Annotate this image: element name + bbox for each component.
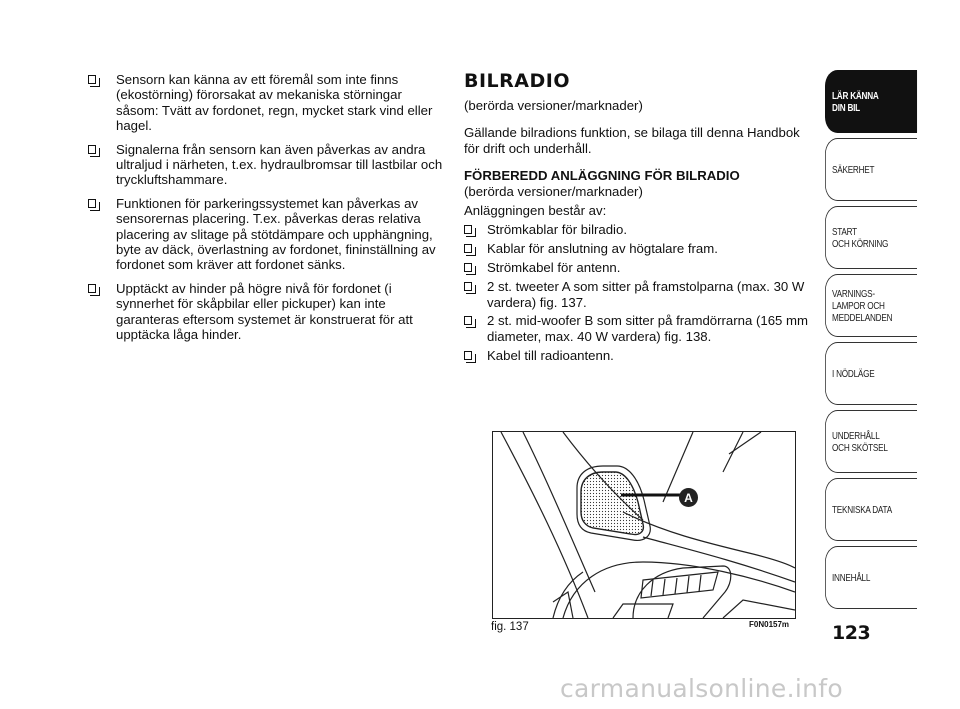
tab-varningslampor[interactable]: VARNINGS- LAMPOR OCH MEDDELANDEN: [825, 274, 917, 337]
list-item: 2 st. mid-woofer B som sitter på framdörrarna (165 mm diameter, max. 40 W vardera) fig. 138.: [464, 313, 810, 344]
figure-tweeter-illustration: [492, 431, 796, 619]
left-column: [88, 72, 448, 351]
callout-a-badge: A: [679, 488, 698, 507]
lead-text: Anläggningen består av:: [464, 203, 607, 219]
section-subtitle: (berörda versioner/marknader): [464, 98, 643, 113]
section-intro: Gällande bilradions funktion, se bilaga till denna Handbok för drift och underhåll.: [464, 125, 800, 156]
page-number: 123: [832, 622, 871, 644]
checkbox-bullet-icon: [464, 316, 472, 325]
tab-i-nodlage[interactable]: I NÖDLÄGE: [825, 342, 917, 405]
figure-caption: fig. 137: [491, 621, 529, 633]
list-item: Signalerna från sensorn kan även påverkas av andra ultraljud i närheten, t.ex. hydraulbromsar till lastbilar och tryckluftshammare.: [88, 142, 448, 188]
sub-subtitle: (berörda versioner/marknader): [464, 183, 643, 199]
list-item: Strömkablar för bilradio.: [464, 222, 810, 237]
checkbox-bullet-icon: [88, 75, 96, 84]
checkbox-bullet-icon: [88, 199, 96, 208]
sub-heading: FÖRBEREDD ANLÄGGNING FÖR BILRADIO: [464, 168, 740, 184]
list-item: Kablar för anslutning av högtalare fram.: [464, 241, 810, 256]
chapter-tabs: [825, 70, 917, 614]
tab-lar-kanna-din-bil[interactable]: LÄR KÄNNA DIN BIL: [825, 70, 917, 133]
list-item: Upptäckt av hinder på högre nivå för fordonet (i synnerhet för skåpbilar eller pickuper) kan inte garanteras eftersom systemet är konstruerat för att upptäcka låga hinder.: [88, 281, 448, 343]
checkbox-bullet-icon: [88, 284, 96, 293]
figure-code: F0N0157m: [749, 620, 790, 629]
components-list: [464, 222, 810, 363]
checkbox-bullet-icon: [464, 244, 472, 253]
tweeter-line-drawing: [493, 432, 795, 618]
checkbox-bullet-icon: [464, 263, 472, 272]
tab-sakerhet[interactable]: SÄKERHET: [825, 138, 917, 201]
checkbox-bullet-icon: [464, 282, 472, 291]
list-item: Sensorn kan känna av ett föremål som inte finns (ekostörning) förorsakat av mekaniska störningar såsom: Tvätt av fordonet, regn, mycket stark vind eller hagel.: [88, 72, 448, 134]
list-item: Funktionen för parkeringssystemet kan påverkas av sensorernas placering. T.ex. påverkas deras relativa placering av slitage på stötdämpare och upphängning, byte av däck, överlastning av fordonet, fininställning av fordonet som kräver att fordonet sänks.: [88, 196, 448, 273]
list-item: Strömkabel för antenn.: [464, 260, 810, 275]
checkbox-bullet-icon: [464, 351, 472, 360]
right-column: [464, 70, 810, 367]
checkbox-bullet-icon: [88, 145, 96, 154]
list-item: Kabel till radioantenn.: [464, 348, 810, 363]
tab-innehall[interactable]: INNEHÅLL: [825, 546, 917, 609]
checkbox-bullet-icon: [464, 225, 472, 234]
section-title: BILRADIO: [464, 70, 570, 92]
tab-start-och-korning[interactable]: START OCH KÖRNING: [825, 206, 917, 269]
list-item: 2 st. tweeter A som sitter på framstolparna (max. 30 W vardera) fig. 137.: [464, 279, 810, 310]
watermark: carmanualsonline.info: [560, 674, 843, 703]
tab-underhall[interactable]: UNDERHÅLL OCH SKÖTSEL: [825, 410, 917, 473]
left-bullet-list: [88, 72, 448, 343]
tab-tekniska-data[interactable]: TEKNISKA DATA: [825, 478, 917, 541]
